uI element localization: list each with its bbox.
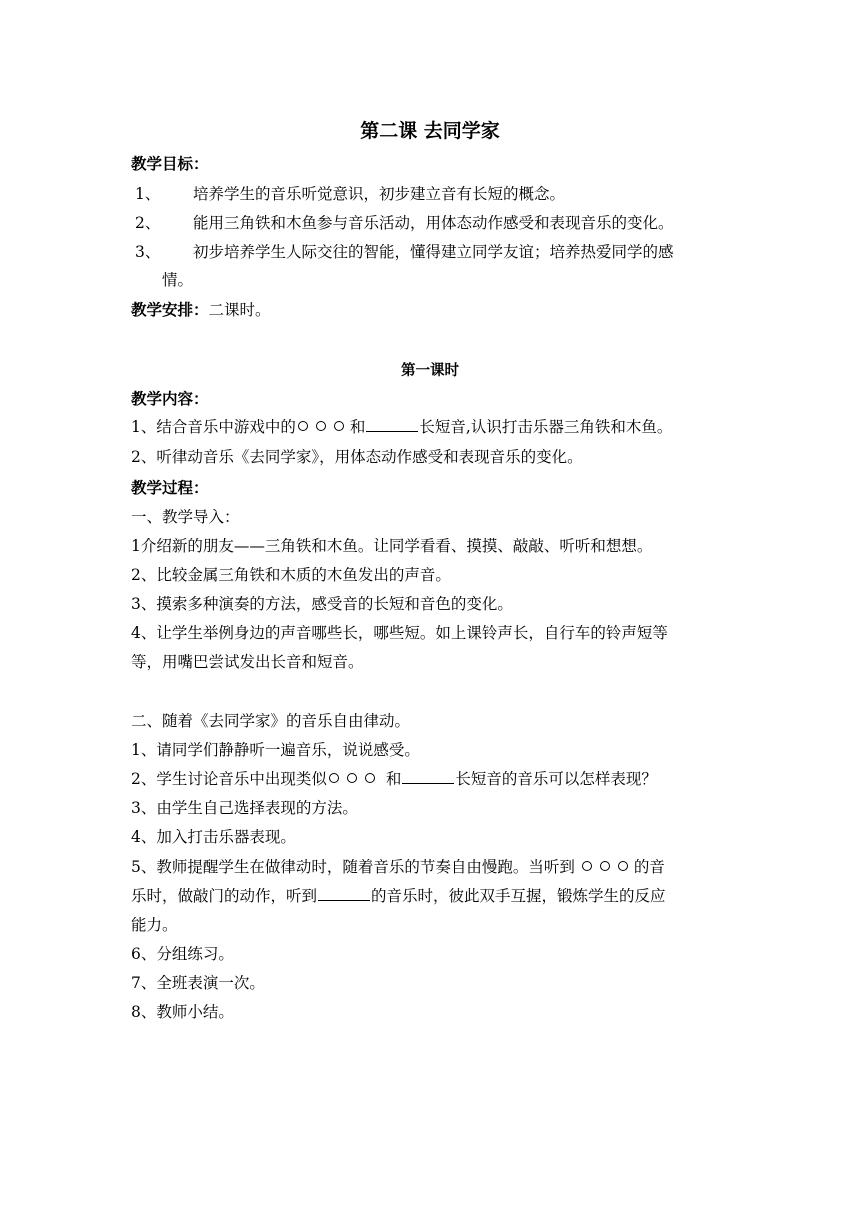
objective-text: 能用三角铁和木鱼参与音乐活动，用体态动作感受和表现音乐的变化。 bbox=[193, 214, 674, 232]
long-note-line-icon bbox=[366, 419, 418, 432]
objectives-heading: 教学目标： bbox=[131, 155, 209, 173]
content-item-2: 2、听律动音乐《去同学家》，用体态动作感受和表现音乐的变化。 bbox=[131, 448, 583, 466]
part2-item-6: 6、分组练习。 bbox=[131, 945, 234, 963]
part1-item-4: 4、让学生举例身边的声音哪些长，哪些短。如上课铃声长，自行车的铃声短等 bbox=[131, 624, 668, 642]
text-span: 长短音,认识打击乐器三角铁和木鱼。 bbox=[419, 418, 673, 436]
part2-item-5-end: 能力。 bbox=[131, 916, 178, 934]
text-span: 乐时，做敲门的动作，听到 bbox=[131, 887, 318, 905]
lesson-title: 第一课时 bbox=[401, 363, 459, 379]
short-note-circle-icon bbox=[329, 773, 339, 783]
text-span: 2、学生讨论音乐中出现类似 bbox=[131, 770, 327, 788]
short-note-circle-icon bbox=[600, 861, 610, 871]
part1-item-3: 3、摸索多种演奏的方法，感受音的长短和音色的变化。 bbox=[131, 595, 513, 613]
long-note-line-icon bbox=[318, 888, 370, 901]
text-span: 的音乐时，彼此双手互握，锻炼学生的反应 bbox=[371, 887, 666, 905]
part2-heading: 二、随着《去同学家》的音乐自由律动。 bbox=[131, 712, 411, 730]
objective-item-2 bbox=[135, 213, 674, 233]
part2-item-5-continued bbox=[131, 886, 666, 906]
part1-item-4-continued: 等，用嘴巴尝试发出长音和短音。 bbox=[131, 653, 364, 671]
part2-item-5 bbox=[131, 857, 665, 877]
objective-item-3 bbox=[135, 242, 674, 262]
part1-item-1: 1介绍新的朋友——三角铁和木鱼。让同学看看、摸摸、敲敲、听听和想想。 bbox=[131, 537, 653, 555]
part1-heading: 一、教学导入： bbox=[131, 508, 240, 526]
text-span: 的音 bbox=[633, 858, 665, 876]
short-note-circle-icon bbox=[365, 773, 375, 783]
text-span: 1、结合音乐中游戏中的 bbox=[131, 418, 296, 436]
short-note-circle-icon bbox=[347, 773, 357, 783]
objective-item-3-continued: 情。 bbox=[162, 271, 194, 289]
objective-text: 培养学生的音乐听觉意识，初步建立音有长短的概念。 bbox=[193, 185, 566, 203]
short-note-circle-icon bbox=[582, 861, 592, 871]
part1-item-2: 2、比较金属三角铁和木质的木鱼发出的声音。 bbox=[131, 566, 451, 584]
part2-item-3: 3、由学生自己选择表现的方法。 bbox=[131, 799, 358, 817]
short-note-circle-icon bbox=[316, 421, 326, 431]
part2-item-8: 8、教师小结。 bbox=[131, 1003, 234, 1021]
document-title: 第二课 去同学家 bbox=[360, 120, 500, 142]
short-note-circle-icon bbox=[334, 421, 344, 431]
part2-item-7: 7、全班表演一次。 bbox=[131, 974, 265, 992]
objective-number: 2、 bbox=[135, 214, 161, 232]
objective-number: 1、 bbox=[135, 185, 161, 203]
arrangement-value: 二课时。 bbox=[208, 301, 271, 319]
long-note-line-icon bbox=[402, 771, 454, 784]
short-note-circle-icon bbox=[618, 861, 628, 871]
arrangement-label: 教学安排： bbox=[131, 301, 209, 319]
text-span: 5、教师提醒学生在做律动时，随着音乐的节奏自由慢跑。当听到 bbox=[131, 858, 575, 876]
objective-text: 初步培养学生人际交往的智能，懂得建立同学友谊；培养热爱同学的感 bbox=[193, 243, 674, 261]
part2-item-4: 4、加入打击乐器表现。 bbox=[131, 828, 296, 846]
text-span: 和 bbox=[385, 770, 402, 788]
part2-item-2 bbox=[131, 769, 657, 789]
objective-number: 3、 bbox=[135, 243, 161, 261]
text-span: 长短音的音乐可以怎样表现？ bbox=[455, 770, 657, 788]
part2-item-1: 1、请同学们静静听一遍音乐，说说感受。 bbox=[131, 741, 420, 759]
objective-item-1 bbox=[135, 184, 565, 204]
process-heading: 教学过程： bbox=[131, 479, 209, 497]
short-note-circle-icon bbox=[298, 421, 308, 431]
text-span: 和 bbox=[349, 418, 366, 436]
content-item-1 bbox=[131, 417, 672, 437]
arrangement-line bbox=[131, 300, 271, 320]
content-heading: 教学内容： bbox=[131, 390, 209, 408]
